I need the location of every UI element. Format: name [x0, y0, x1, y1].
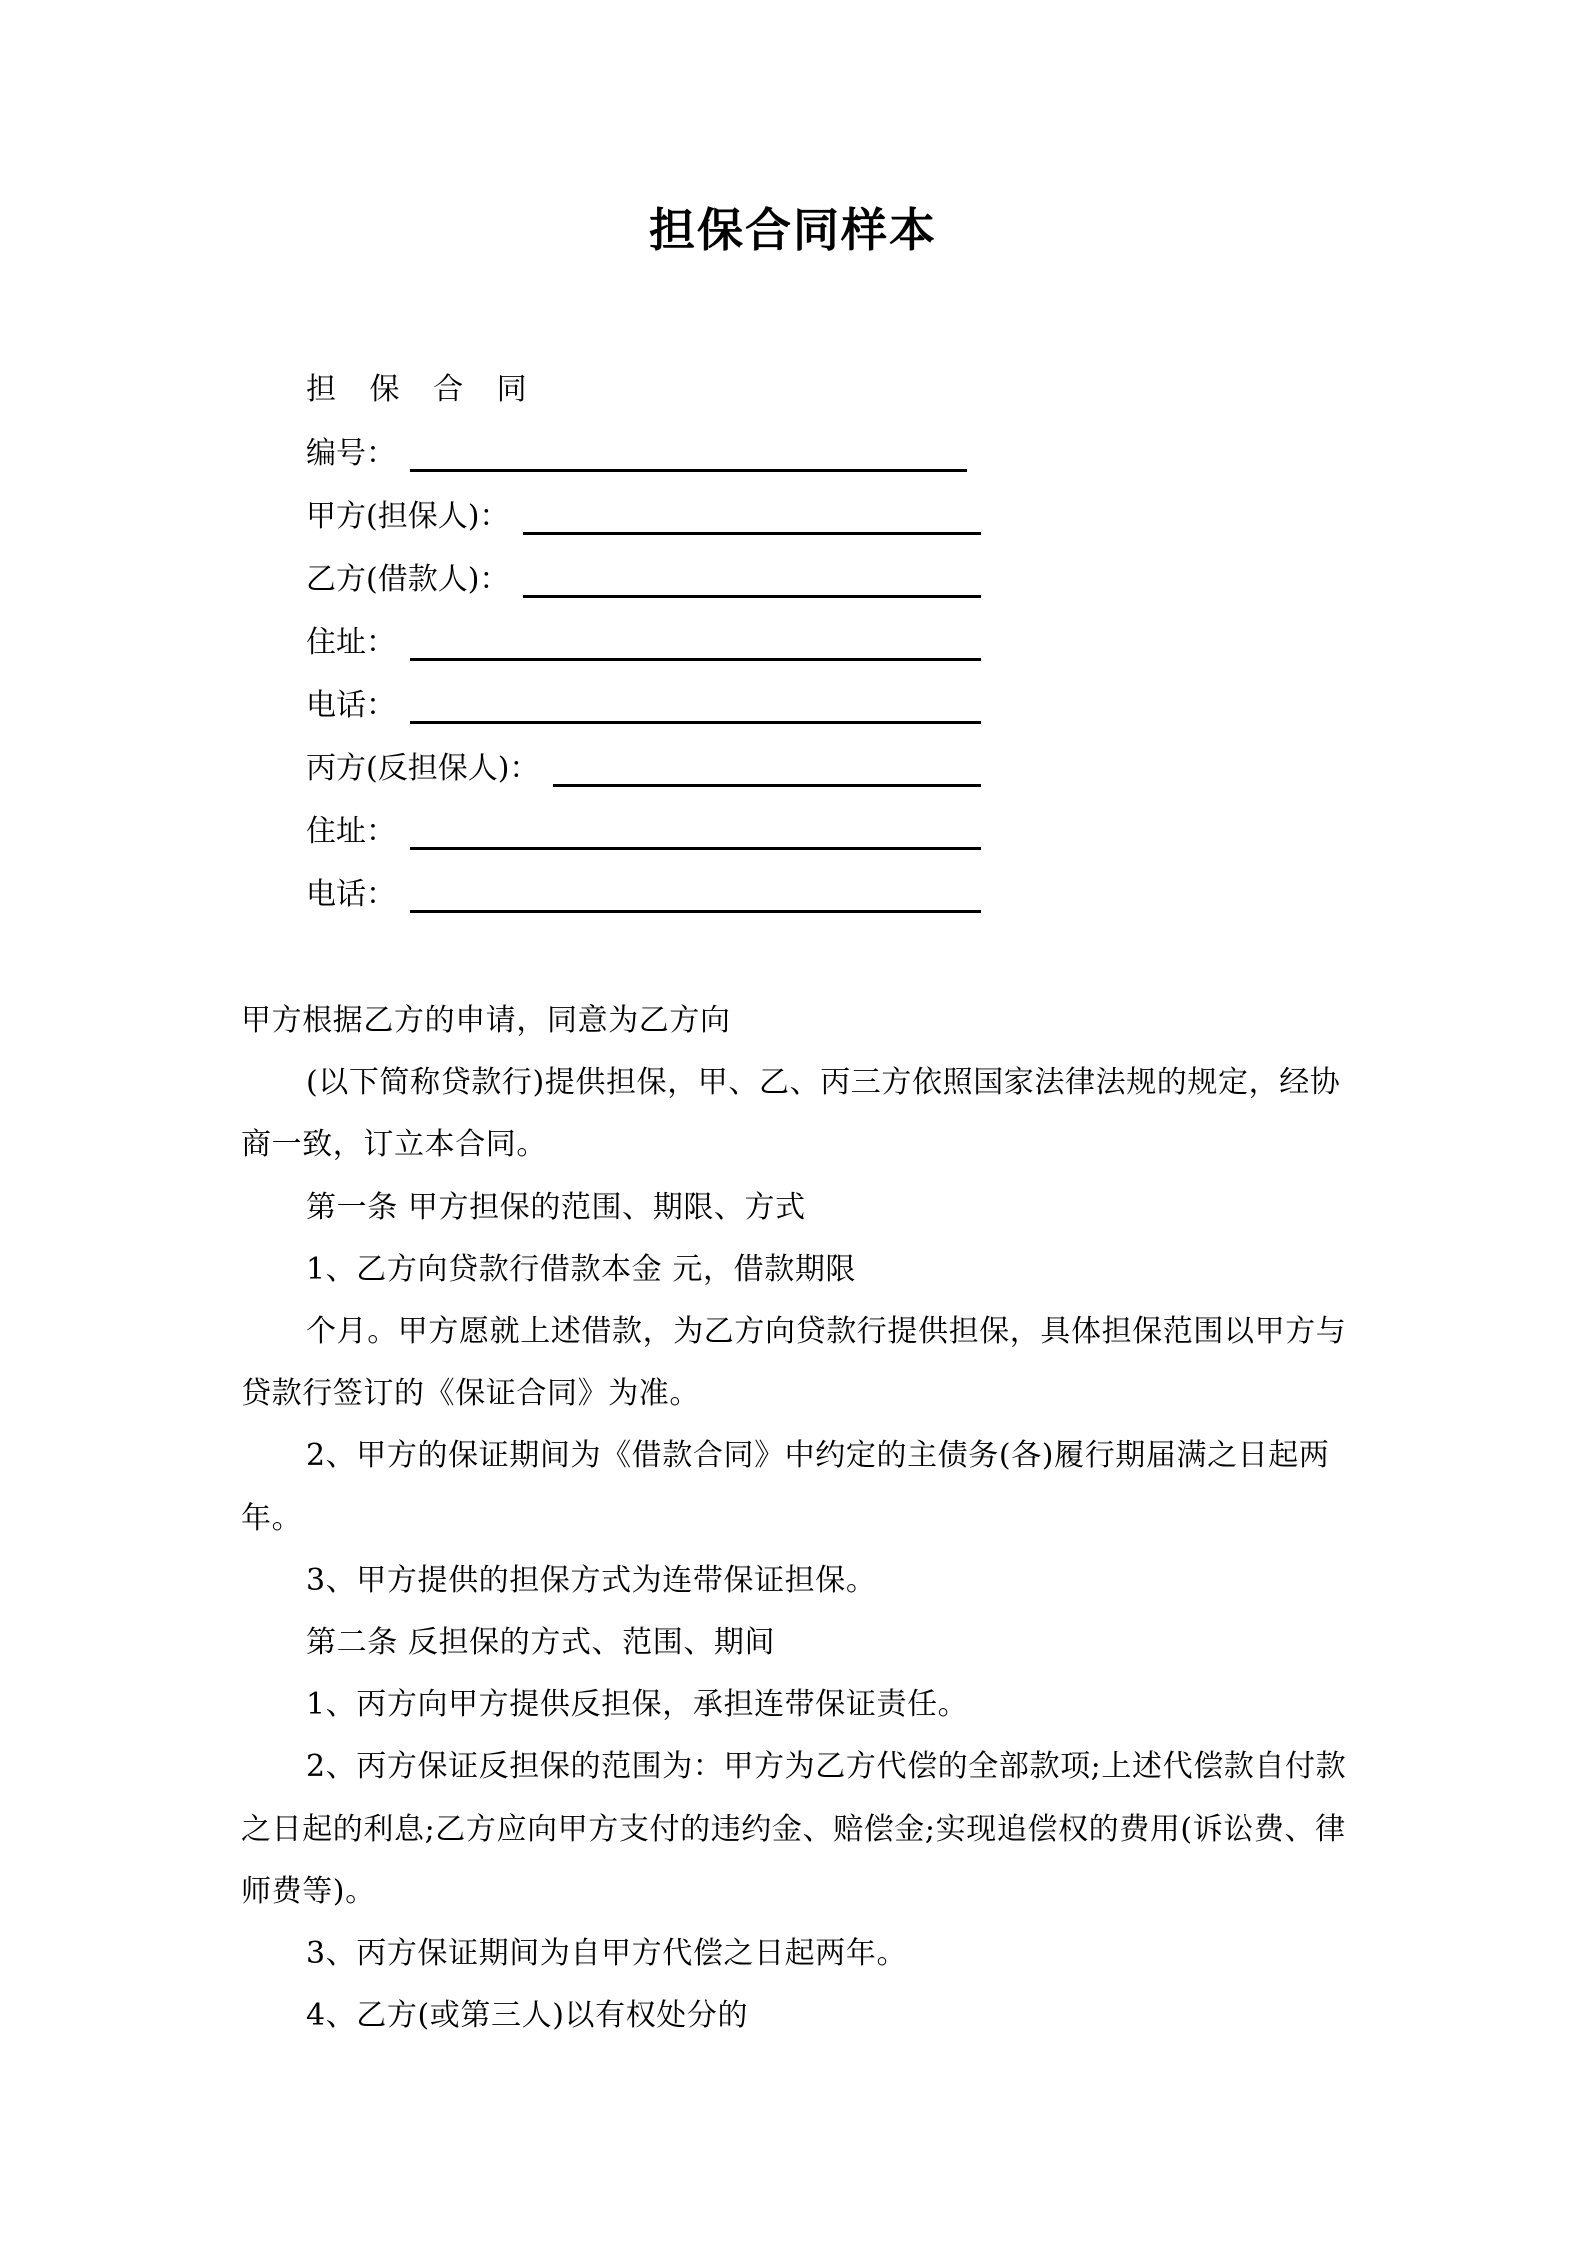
blank-line-input[interactable]	[553, 783, 981, 787]
blank-line-input[interactable]	[410, 657, 981, 661]
paragraph: 1、丙方向甲方提供反担保，承担连带保证责任。	[306, 1687, 969, 1723]
field-party-a	[306, 493, 981, 537]
document-title: 担保合同样本	[649, 203, 937, 257]
blank-line-input[interactable]	[410, 909, 981, 913]
field-party-b	[306, 556, 981, 600]
paragraph: 甲方根据乙方的申请，同意为乙方向	[241, 1003, 731, 1038]
field-label: 电话：	[306, 877, 396, 912]
paragraph: 2、甲方的保证期间为《借款合同》中约定的主债务(各)履行期届满之日起两年。	[241, 1438, 1330, 1536]
field-label: 住址：	[306, 625, 396, 660]
field-party-c	[306, 745, 981, 789]
field-contract-number	[306, 430, 981, 474]
article-heading: 第二条 反担保的方式、范围、期间	[306, 1625, 776, 1661]
field-label: 编号：	[306, 436, 396, 471]
paragraph: 3、丙方保证期间为自甲方代偿之日起两年。	[306, 1936, 908, 1972]
paragraph: (以下简称贷款行)提供担保，甲、乙、丙三方依照国家法律法规的规定，经协商一致，订立本合同。	[241, 1065, 1341, 1163]
blank-line-input[interactable]	[410, 846, 981, 850]
paragraph: 个月。甲方愿就上述借款，为乙方向贷款行提供担保，具体担保范围以甲方与贷款行签订的《保证合同》为准。	[241, 1314, 1347, 1412]
field-label: 甲方(担保人)：	[306, 499, 510, 534]
paragraph: 2、丙方保证反担保的范围为：甲方为乙方代偿的全部款项;上述代偿款自付款之日起的利息;乙方应向甲方支付的违约金、赔偿金;实现追偿权的费用(诉讼费、律师费等)。	[241, 1749, 1347, 1909]
paragraph: 3、甲方提供的担保方式为连带保证担保。	[306, 1562, 877, 1598]
paragraph: 1、乙方向贷款行借款本金 元，借款期限	[306, 1251, 857, 1287]
field-phone-2	[306, 871, 981, 915]
contract-subtitle: 担 保 合 同	[306, 372, 539, 407]
article-heading: 第一条 甲方担保的范围、期限、方式	[306, 1189, 806, 1225]
field-label: 电话：	[306, 688, 396, 723]
blank-line-input[interactable]	[523, 531, 981, 535]
blank-line-input[interactable]	[410, 720, 981, 724]
field-address-2	[306, 808, 981, 852]
contract-body	[241, 990, 1351, 2047]
field-phone-1	[306, 682, 981, 726]
field-label: 住址：	[306, 814, 396, 849]
blank-line-input[interactable]	[410, 468, 967, 472]
field-label: 乙方(借款人)：	[306, 562, 510, 597]
field-label: 丙方(反担保人)：	[306, 751, 540, 786]
paragraph: 4、乙方(或第三人)以有权处分的	[306, 1998, 749, 2034]
blank-line-input[interactable]	[523, 594, 981, 598]
field-address-1	[306, 619, 981, 663]
